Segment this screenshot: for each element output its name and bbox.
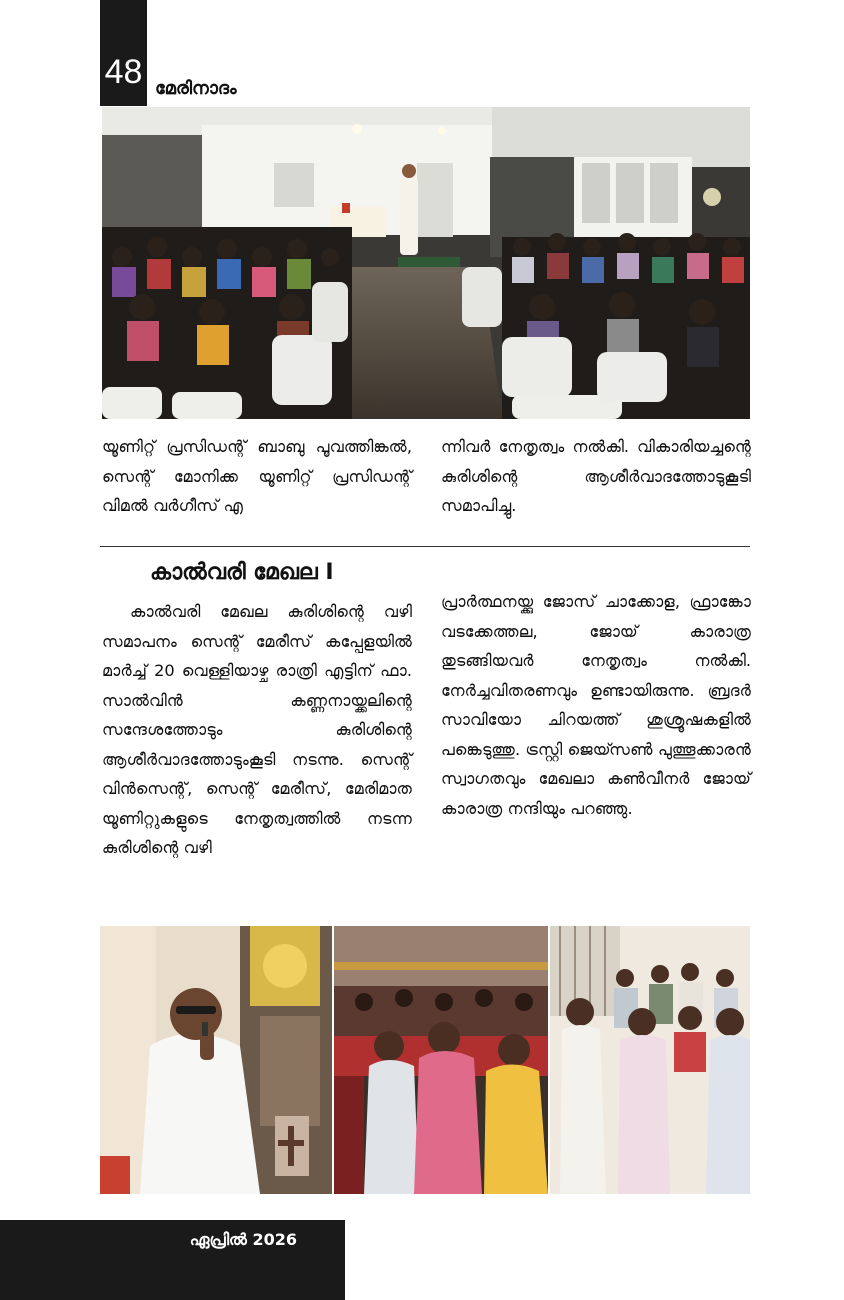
footer-issue [0, 1220, 345, 1300]
page-number-text: 48 [104, 53, 143, 91]
photo-priest-speaking [100, 926, 332, 1194]
issue-date: ഏപ്രിൽ 2026 [189, 1230, 297, 1249]
photo-strip [100, 926, 750, 1194]
section-divider [100, 546, 750, 547]
magazine-name: മേരിനാദം [155, 78, 237, 99]
photo-congregation-gathering [102, 107, 750, 419]
section-heading: കാൽവരി മേഖല I [150, 560, 334, 585]
article-top-right-column: ന്നിവർ നേതൃത്വം നൽകി. വികാരിയച്ചന്റെ കുരിശിന്റെ ആശീർവാദത്തോടുകൂടി സമാപിച്ചു. [441, 437, 751, 515]
photo-women-seated [334, 926, 548, 1194]
section-left-column: കാൽവരി മേഖല കുരിശിന്റെ വഴി സമാപനം സെന്റ് മേരീസ് കപ്പേളയിൽ മാർച്ച് 20 വെള്ളിയാഴ്ച രാത്രി എട്ടിന് ഫാ. സാൽവിൻ കണ്ണനായ്ക്കലിന്റെ സന്ദേശത്തോടും കുരിശിന്റെ ആശീർവാദത്തോടുംകൂടി നടന്നു. സെന്റ് വിൻസെന്റ്, സെന്റ് മേരീസ്, മേരിമാത യൂണിറ്റുകളുടെ നേതൃത്വത്തിൽ നടന്ന കുരിശിന്റെ വഴി [102, 602, 412, 857]
page-number [100, 0, 147, 106]
photo-men-seated [550, 926, 750, 1194]
section-right-column: പ്രാർത്ഥനയ്ക്കു ജോസ് ചാക്കോള, ഫ്രാങ്കോ വടക്കേത്തല, ജോയ് കാരാത്ര തുടങ്ങിയവർ നേതൃത്വം നൽകി. നേർച്ചവിതരണവും ഉണ്ടായിരുന്നു. ബ്രദർ സാവിയോ ചിറയത്ത് ശുശ്രൂഷകളിൽ പങ്കെടുത്തു. ട്രസ്റ്റി ജെയ്സൺ പുത്തൂക്കാരൻ സ്വാഗതവും മേഖലാ കൺവീനർ ജോയ് കാരാത്ര നന്ദിയും പറഞ്ഞു. [441, 592, 751, 818]
article-top-left-column: യൂണിറ്റ് പ്രസിഡന്റ് ബാബു പൂവത്തിങ്കൽ, സെന്റ് മോനിക്ക യൂണിറ്റ് പ്രസിഡന്റ് വിമൽ വർഗീസ് എ [102, 437, 412, 515]
